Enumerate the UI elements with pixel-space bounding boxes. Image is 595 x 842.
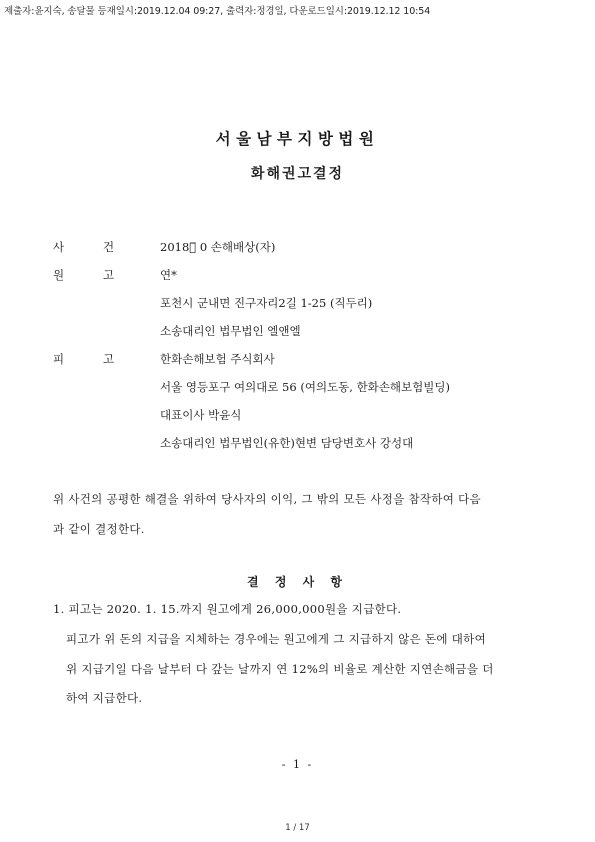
page-number: - 1 - <box>281 758 314 771</box>
decision-section-title: 결 정 사 항 <box>247 575 348 589</box>
defendant-label-char-1: 피 <box>53 352 65 366</box>
defendant-label-char-2: 고 <box>103 352 115 366</box>
intro-line-2: 과 같이 결정한다. <box>53 522 145 536</box>
defendant-address: 서울 영등포구 여의대로 56 (여의도동, 한화손해보험빌딩) <box>160 380 450 394</box>
plaintiff-label-char-2: 고 <box>103 268 115 282</box>
defendant-counsel: 소송대리인 법무법인(유한)현변 담당변호사 강성대 <box>160 436 414 450</box>
page-counter: 1 / 17 <box>285 823 310 833</box>
decision-item-1-line-3: 위 지급기일 다음 날부터 다 갚는 날까지 연 12%의 비율로 계산한 지연손해금을 더 <box>66 662 494 676</box>
case-number: 2018가̅ 0 손해배상(자) <box>160 240 276 254</box>
plaintiff-label-char-1: 원 <box>53 268 65 282</box>
case-label-char-1: 사 <box>53 240 65 254</box>
case-label-char-2: 건 <box>103 240 115 254</box>
decision-item-1-line-2: 피고가 위 돈의 지급을 지체하는 경우에는 원고에게 그 지급하지 않은 돈에 대하여 <box>66 632 487 646</box>
intro-line-1: 위 사건의 공평한 해결을 위하여 당사자의 이익, 그 밖의 모든 사정을 참작하여 다음 <box>53 492 481 506</box>
plaintiff-address: 포천시 군내면 진구자리2길 1-25 (직두리) <box>160 296 373 310</box>
defendant-representative: 대표이사 박윤식 <box>160 408 242 422</box>
decision-item-1: 1. 피고는 2020. 1. 15.까지 원고에게 26,000,000원을 지급한다. <box>53 602 402 616</box>
court-name: 서울남부지방법원 <box>215 130 380 148</box>
plaintiff-name: 연* <box>160 268 177 282</box>
submission-metadata-header: 제출자:윤지숙, 송달물 등재일시:2019.12.04 09:27, 출력자:정경일, 다운로드일시:2019.12.12 10:54 <box>4 6 431 17</box>
defendant-name: 한화손해보험 주식회사 <box>160 352 275 366</box>
plaintiff-counsel: 소송대리인 법무법인 엘앤엘 <box>160 324 301 338</box>
document-title: 화해권고결정 <box>250 166 345 182</box>
decision-item-1-line-4: 하여 지급한다. <box>66 691 143 705</box>
